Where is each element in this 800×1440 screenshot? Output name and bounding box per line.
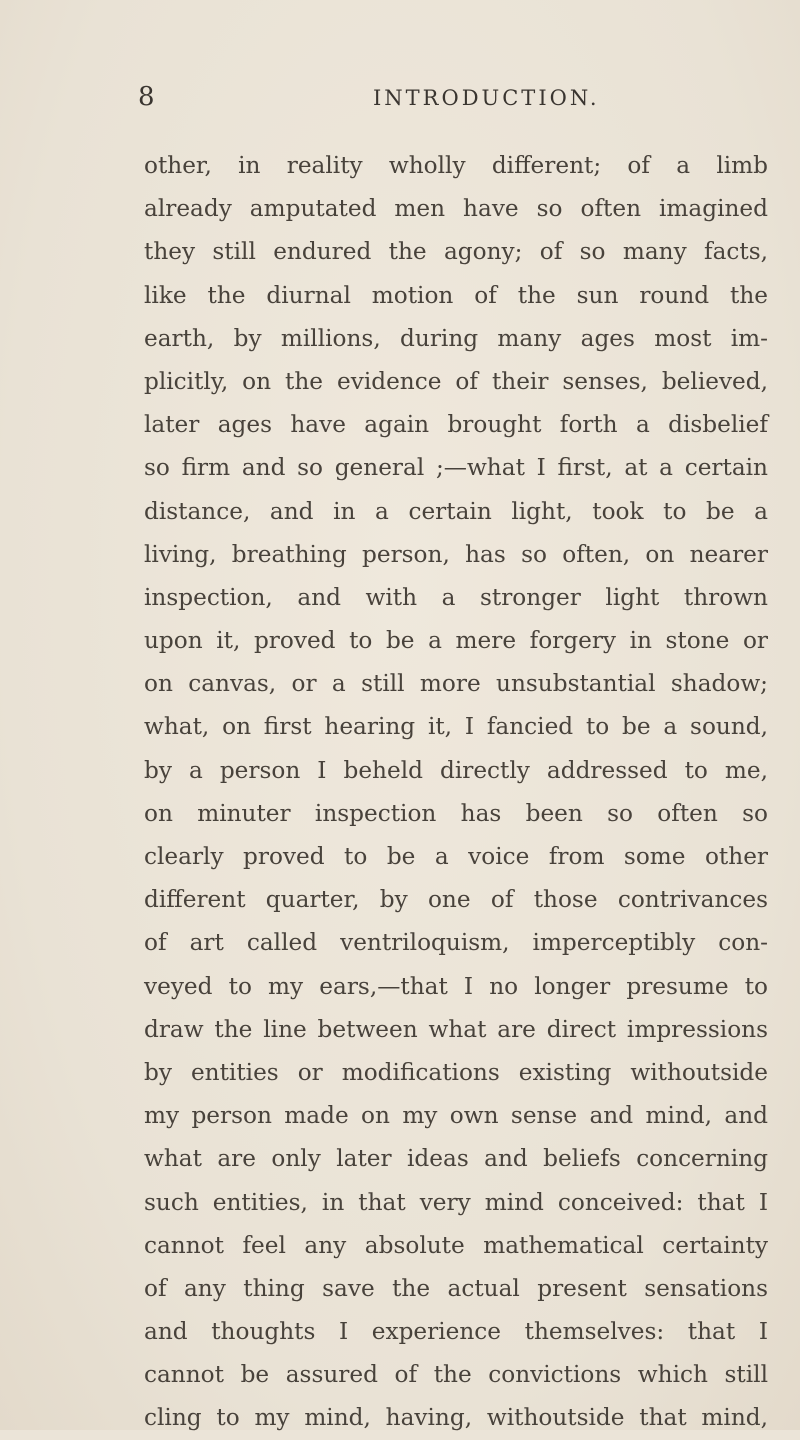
text-line: plicitly, on the evidence of their senses, believed,	[144, 367, 768, 395]
running-head: INTRODUCTION.	[373, 86, 600, 110]
text-line: later ages have again brought forth a disbelief	[144, 411, 768, 439]
text-line: by a person I beheld directly addressed to me,	[144, 756, 768, 784]
text-line: on minuter inspection has been so often so	[144, 799, 768, 827]
text-line: they still endured the agony; of so many facts,	[144, 238, 768, 266]
text-line: such entities, in that very mind conceived: that I	[144, 1188, 768, 1216]
text-line: living, breathing person, has so often, on nearer	[144, 540, 768, 568]
text-line: already amputated men have so often imagined	[144, 195, 768, 223]
text-line: veyed to my ears,—that I no longer presume to	[144, 972, 768, 1000]
text-line: by entities or modifications existing withoutside	[144, 1058, 768, 1086]
page-header	[138, 82, 698, 122]
text-line: and thoughts I experience themselves: that I	[144, 1318, 768, 1346]
text-line: earth, by millions, during many ages most im-	[144, 324, 768, 352]
text-line: other, in reality wholly different; of a limb	[144, 152, 768, 179]
text-line: inspection, and with a stronger light thrown	[144, 583, 768, 611]
text-line: of any thing save the actual present sensations	[144, 1274, 768, 1302]
text-line: draw the line between what are direct impressions	[144, 1015, 768, 1043]
body-text	[144, 144, 768, 1440]
text-line: what, on first hearing it, I fancied to be a sound,	[144, 713, 768, 741]
text-line: what are only later ideas and beliefs concerning	[144, 1145, 768, 1173]
text-line: different quarter, by one of those contrivances	[144, 886, 768, 914]
text-line: of art called ventriloquism, imperceptibly con-	[144, 929, 768, 957]
text-line: my person made on my own sense and mind, and	[144, 1102, 768, 1130]
text-line: clearly proved to be a voice from some other	[144, 843, 768, 870]
text-line: like the diurnal motion of the sun round the	[144, 281, 768, 309]
text-line: on canvas, or a still more unsubstantial shadow;	[144, 670, 768, 698]
text-line: so firm and so general ;—what I first, at a certain	[144, 454, 768, 482]
page-number: 8	[138, 82, 155, 112]
text-line: distance, and in a certain light, took to be a	[144, 497, 768, 525]
text-line: upon it, proved to be a mere forgery in stone or	[144, 627, 768, 655]
text-line: cling to my mind, having, withoutside that mind,	[144, 1404, 768, 1432]
text-line: cannot be assured of the convictions which still	[144, 1361, 768, 1389]
text-line: cannot feel any absolute mathematical certainty	[144, 1231, 768, 1259]
